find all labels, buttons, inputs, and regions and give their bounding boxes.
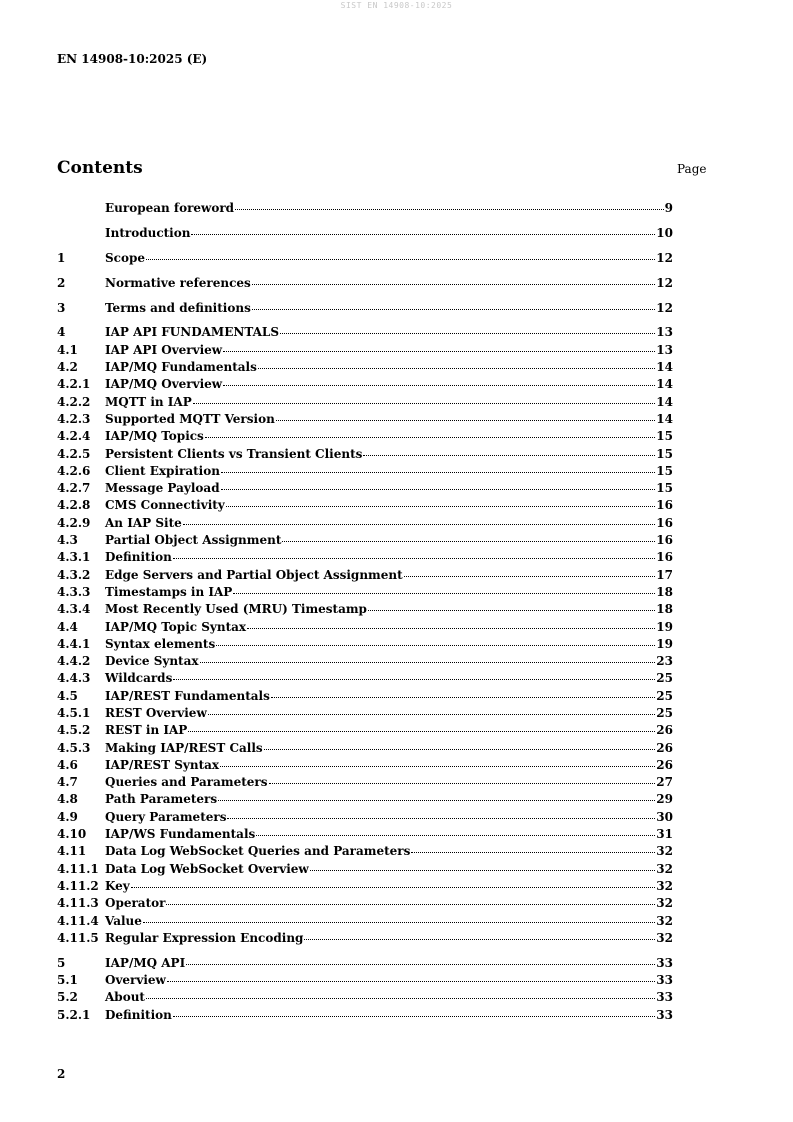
toc-entry-page: 14 [656,411,673,426]
toc-dot-leader [173,668,655,680]
toc-dot-leader [173,1005,655,1017]
toc-entry-number: 4.3.4 [57,602,91,617]
toc-entry-number: 4.2.7 [57,481,91,496]
toc-entry-title: IAP API FUNDAMENTALS [105,325,280,340]
toc-dot-leader [146,248,655,260]
toc-entry-page: 32 [656,861,673,876]
toc-dot-leader [191,223,655,235]
toc-entry-number: 4.4 [57,619,78,634]
toc-entry-number: 4.10 [57,827,87,842]
toc-entry-title: Client Expiration [105,463,220,478]
toc-entry-title: REST in IAP [105,723,188,738]
toc-entry-page: 18 [656,584,673,599]
toc-entry-page: 19 [656,636,673,651]
toc-dot-leader [280,322,655,334]
toc-entry-title: Timestamps in IAP [105,584,233,599]
toc-entry-page: 18 [656,602,673,617]
toc-dot-leader [146,987,655,999]
toc-entry-number: 4.11.5 [57,930,99,945]
toc-entry-number: 4.2.4 [57,429,91,444]
toc-entry-title: Definition [105,1007,172,1022]
toc-entry-number: 4.3.1 [57,550,91,565]
toc-entry-page: 12 [656,250,673,265]
toc-entry-page: 26 [656,757,673,772]
toc-entry-page: 25 [656,705,673,720]
toc-entry-title: Introduction [105,225,191,240]
toc-entry-number: 4.5.3 [57,740,91,755]
toc-dot-leader [269,772,656,784]
toc-dot-leader [310,859,656,871]
toc-entry-title: CMS Connectivity [105,498,225,513]
toc-entry-title: IAP/MQ Topics [105,429,204,444]
toc-entry-title: REST Overview [105,705,207,720]
toc-entry-title: Normative references [105,275,251,290]
toc-entry-title: Queries and Parameters [105,775,268,790]
toc-entry-number: 4.2 [57,360,78,375]
toc-entry-number: 4.6 [57,757,78,772]
toc-entry-number: 4.2.5 [57,446,91,461]
toc-entry-number: 4.1 [57,342,78,357]
toc-entry-page: 14 [656,377,673,392]
toc-entry-title: IAP API Overview [105,342,223,357]
toc-entry-page: 26 [656,723,673,738]
toc-dot-leader [264,738,656,750]
toc-dot-leader [166,893,655,905]
toc-entry-page: 10 [656,225,673,240]
toc-dot-leader [173,547,655,559]
toc-entry-title: European foreword [105,201,235,215]
toc-entry[interactable] [57,300,673,317]
watermark: SIST EN 14908-10:2025 [340,1,453,10]
toc-entry-number: 3 [57,300,66,315]
toc-entry-title: Operator [105,896,166,911]
toc-dot-leader [304,928,655,940]
toc-entry-title: Value [105,913,142,928]
toc-entry-page: 9 [664,201,673,215]
toc-dot-leader [247,617,655,629]
toc-entry-page: 16 [656,533,673,548]
table-of-contents [57,200,673,1024]
toc-entry-page: 13 [656,325,673,340]
toc-entry-page: 16 [656,498,673,513]
toc-dot-leader [167,970,655,982]
toc-dot-leader [227,807,655,819]
toc-entry-number: 4.2.1 [57,377,91,392]
toc-entry-title: Path Parameters [105,792,218,807]
toc-entry-page: 26 [656,740,673,755]
toc-dot-leader [193,392,656,404]
toc-dot-leader [216,634,655,646]
toc-dot-leader [271,686,655,698]
toc-entry[interactable] [57,1007,673,1024]
toc-entry-title: Scope [105,250,146,265]
toc-entry-title: Supported MQTT Version [105,411,275,426]
toc-entry-title: IAP/MQ Fundamentals [105,360,257,375]
toc-dot-leader [223,340,655,352]
toc-entry-title: Data Log WebSocket Queries and Parameters [105,844,411,859]
toc-entry-title: IAP/MQ API [105,955,186,970]
toc-entry-page: 32 [656,844,673,859]
toc-entry-number: 4.4.2 [57,654,91,669]
toc-dot-leader [183,513,656,525]
toc-dot-leader [276,409,655,421]
toc-entry-title: IAP/MQ Overview [105,377,223,392]
toc-entry-title: Edge Servers and Partial Object Assignment [105,567,403,582]
toc-entry-page: 27 [656,775,673,790]
toc-entry-page: 29 [656,792,673,807]
toc-entry-page: 32 [656,930,673,945]
toc-entry[interactable] [57,930,673,947]
toc-entry-page: 17 [656,567,673,582]
toc-entry-page: 16 [656,550,673,565]
toc-entry-title: Data Log WebSocket Overview [105,861,309,876]
document-id-header: EN 14908-10:2025 (E) [57,52,208,66]
toc-entry[interactable] [57,225,673,242]
toc-entry-page: 14 [656,360,673,375]
toc-entry-title: MQTT in IAP [105,394,192,409]
toc-entry-number: 1 [57,250,66,265]
toc-dot-leader [208,703,656,715]
toc-entry-title: Persistent Clients vs Transient Clients [105,446,363,461]
toc-entry-number: 4.11.1 [57,861,99,876]
toc-entry-number: 4.2.2 [57,394,91,409]
toc-dot-leader [143,911,655,923]
toc-entry-page: 19 [656,619,673,634]
toc-entry-number: 4.11.2 [57,878,99,893]
toc-dot-leader [223,374,655,386]
toc-entry-page: 15 [656,463,673,478]
toc-entry-page: 32 [656,878,673,893]
toc-entry-title: Syntax elements [105,636,216,651]
toc-entry-number: 5.1 [57,973,78,988]
toc-entry-number: 4.2.9 [57,515,91,530]
toc-dot-leader [233,582,655,594]
toc-entry-title: IAP/MQ Topic Syntax [105,619,247,634]
toc-dot-leader [258,357,655,369]
toc-dot-leader [220,755,655,767]
toc-entry-title: Regular Expression Encoding [105,930,304,945]
toc-entry-title: Making IAP/REST Calls [105,740,263,755]
toc-entry[interactable] [57,275,673,292]
toc-entry[interactable] [57,250,673,267]
toc-entry-page: 33 [656,955,673,970]
toc-entry-title: About [105,990,145,1005]
toc-entry-number: 4.11 [57,844,87,859]
toc-entry-page: 33 [656,973,673,988]
toc-dot-leader [252,273,656,285]
toc-entry-number: 4 [57,325,66,340]
toc-entry-number: 5.2 [57,990,78,1005]
toc-entry-title: IAP/WS Fundamentals [105,827,256,842]
toc-entry-title: Device Syntax [105,654,199,669]
toc-entry-title: IAP/REST Syntax [105,757,220,772]
toc-entry-page: 12 [656,300,673,315]
toc-entry-number: 4.4.3 [57,671,91,686]
toc-entry-number: 4.9 [57,809,78,824]
toc-entry-number: 4.11.4 [57,913,99,928]
toc-dot-leader [200,651,656,663]
toc-dot-leader [188,720,655,732]
toc-entry-number: 4.4.1 [57,636,91,651]
toc-dot-leader [235,198,664,210]
toc-entry-page: 33 [656,990,673,1005]
toc-entry-title: Wildcards [105,671,173,686]
toc-entry-title: Definition [105,550,172,565]
toc-entry-page: 15 [656,446,673,461]
toc-entry-page: 12 [656,275,673,290]
toc-dot-leader [404,565,656,577]
toc-entry-title: Key [105,878,130,893]
toc-entry-title: An IAP Site [105,515,182,530]
toc-entry-number: 4.5.1 [57,705,91,720]
toc-dot-leader [218,789,655,801]
toc-entry-number: 4.3.3 [57,584,91,599]
toc-entry-number: 4.7 [57,775,78,790]
toc-entry-number: 4.3.2 [57,567,91,582]
toc-entry-page: 25 [656,688,673,703]
toc-entry-page: 32 [656,913,673,928]
toc-entry-number: 4.3 [57,533,78,548]
toc-entry-title: IAP/REST Fundamentals [105,688,270,703]
toc-entry-title: Partial Object Assignment [105,533,282,548]
toc-entry-page: 16 [656,515,673,530]
toc-entry-page: 14 [656,394,673,409]
toc-dot-leader [221,461,655,473]
toc-entry-title: Message Payload [105,481,220,496]
toc-dot-leader [363,444,655,456]
toc-entry-number: 4.5 [57,688,78,703]
toc-entry-page: 13 [656,342,673,357]
toc-entry-title: Terms and definitions [105,300,251,315]
toc-entry-number: 4.2.6 [57,463,91,478]
toc-entry-page: 32 [656,896,673,911]
contents-heading: Contents [57,158,143,178]
toc-dot-leader [226,495,656,507]
toc-dot-leader [131,876,656,888]
toc-entry-number: 5.2.1 [57,1007,91,1022]
toc-entry-page: 25 [656,671,673,686]
toc-dot-leader [282,530,655,542]
toc-entry-number: 4.11.3 [57,896,99,911]
toc-entry-page: 30 [656,809,673,824]
toc-entry-page: 15 [656,481,673,496]
toc-dot-leader [221,478,656,490]
toc-dot-leader [252,298,655,310]
toc-entry-title: Most Recently Used (MRU) Timestamp [105,602,367,617]
toc-dot-leader [411,841,655,853]
toc-entry-title: Query Parameters [105,809,227,824]
toc-entry-number: 2 [57,275,66,290]
toc-entry-number: 4.2.3 [57,411,91,426]
toc-dot-leader [205,426,655,438]
toc-entry-number: 4.2.8 [57,498,91,513]
toc-entry-number: 5 [57,955,66,970]
toc-entry-page: 33 [656,1007,673,1022]
toc-entry-page: 31 [656,827,673,842]
toc-entry-page: 23 [656,654,673,669]
toc-entry-number: 4.8 [57,792,78,807]
page-number: 2 [57,1067,66,1081]
toc-entry[interactable] [57,200,673,217]
toc-entry-title: Overview [105,973,166,988]
toc-dot-leader [186,953,655,965]
page-column-label: Page [677,162,707,176]
toc-entry-page: 15 [656,429,673,444]
toc-entry-number: 4.5.2 [57,723,91,738]
toc-dot-leader [256,824,655,836]
toc-dot-leader [368,599,655,611]
